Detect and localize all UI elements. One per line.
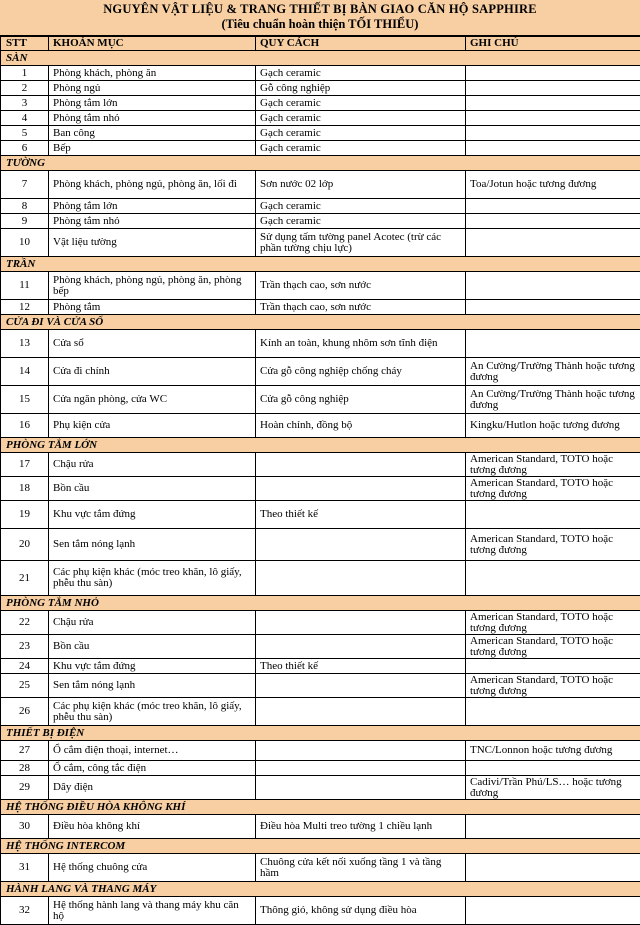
spec-cell: Kính an toàn, khung nhôm sơn tĩnh điện bbox=[256, 330, 466, 358]
note-cell bbox=[466, 501, 640, 529]
spec-cell bbox=[256, 741, 466, 761]
section-row bbox=[1, 596, 640, 611]
section-title: THIẾT BỊ ĐIỆN bbox=[1, 726, 640, 741]
note-cell bbox=[466, 698, 640, 726]
note-cell bbox=[466, 126, 640, 141]
section-title: HỆ THỐNG INTERCOM bbox=[1, 839, 640, 854]
stt-cell: 17 bbox=[1, 453, 49, 477]
table-row bbox=[1, 815, 640, 839]
item-cell: Sen tắm nóng lạnh bbox=[49, 529, 256, 561]
spec-cell bbox=[256, 698, 466, 726]
spec-cell bbox=[256, 674, 466, 698]
column-header-stt: STT bbox=[1, 37, 49, 51]
stt-cell: 20 bbox=[1, 529, 49, 561]
spec-cell: Sử dụng tấm tường panel Acotec (trừ các phần tường chịu lực) bbox=[256, 229, 466, 257]
section-row bbox=[1, 51, 640, 66]
stt-cell: 32 bbox=[1, 897, 49, 925]
spec-cell: Chuông cửa kết nối xuống tầng 1 và tầng hầm bbox=[256, 854, 466, 882]
table-row bbox=[1, 674, 640, 698]
table-row bbox=[1, 214, 640, 229]
spec-cell: Cửa gỗ công nghiệp chống cháy bbox=[256, 358, 466, 386]
stt-cell: 6 bbox=[1, 141, 49, 156]
note-cell: Cadivi/Trần Phú/LS… hoặc tương đương bbox=[466, 776, 640, 800]
note-cell bbox=[466, 815, 640, 839]
column-header-spec: QUY CÁCH bbox=[256, 37, 466, 51]
item-cell: Phòng tắm nhỏ bbox=[49, 214, 256, 229]
note-cell bbox=[466, 897, 640, 925]
spec-cell bbox=[256, 561, 466, 596]
note-cell bbox=[466, 199, 640, 214]
table-row bbox=[1, 529, 640, 561]
section-row bbox=[1, 726, 640, 741]
note-cell bbox=[466, 81, 640, 96]
note-cell: American Standard, TOTO hoặc tương đương bbox=[466, 529, 640, 561]
note-cell bbox=[466, 761, 640, 776]
item-cell: Phòng ngủ bbox=[49, 81, 256, 96]
stt-cell: 24 bbox=[1, 659, 49, 674]
item-cell: Ban công bbox=[49, 126, 256, 141]
spec-cell bbox=[256, 529, 466, 561]
item-cell: Ổ cắm điện thoại, internet… bbox=[49, 741, 256, 761]
spec-cell: Gạch ceramic bbox=[256, 126, 466, 141]
header-row bbox=[1, 37, 640, 51]
item-cell: Bồn cầu bbox=[49, 635, 256, 659]
item-cell: Cửa ngăn phòng, cửa WC bbox=[49, 386, 256, 414]
note-cell: An Cường/Trường Thành hoặc tương đương bbox=[466, 386, 640, 414]
note-cell: American Standard, TOTO hoặc tương đương bbox=[466, 453, 640, 477]
spec-cell: Gạch ceramic bbox=[256, 66, 466, 81]
table-row bbox=[1, 96, 640, 111]
stt-cell: 9 bbox=[1, 214, 49, 229]
table-row bbox=[1, 897, 640, 925]
spec-cell: Gạch ceramic bbox=[256, 199, 466, 214]
table-row bbox=[1, 300, 640, 315]
table-row bbox=[1, 414, 640, 438]
table-row bbox=[1, 776, 640, 800]
spec-cell: Theo thiết kế bbox=[256, 501, 466, 529]
spec-cell bbox=[256, 453, 466, 477]
stt-cell: 22 bbox=[1, 611, 49, 635]
materials-table bbox=[0, 36, 640, 925]
document-header bbox=[0, 0, 640, 36]
item-cell: Điều hòa không khí bbox=[49, 815, 256, 839]
table-row bbox=[1, 358, 640, 386]
column-header-note: GHI CHÚ bbox=[466, 37, 640, 51]
stt-cell: 10 bbox=[1, 229, 49, 257]
item-cell: Phòng tắm nhỏ bbox=[49, 111, 256, 126]
stt-cell: 15 bbox=[1, 386, 49, 414]
table-row bbox=[1, 66, 640, 81]
stt-cell: 21 bbox=[1, 561, 49, 596]
table-row bbox=[1, 453, 640, 477]
item-cell: Khu vực tắm đứng bbox=[49, 659, 256, 674]
section-row bbox=[1, 156, 640, 171]
note-cell bbox=[466, 272, 640, 300]
spec-cell bbox=[256, 611, 466, 635]
table-row bbox=[1, 561, 640, 596]
table-row bbox=[1, 272, 640, 300]
stt-cell: 11 bbox=[1, 272, 49, 300]
item-cell: Bồn cầu bbox=[49, 477, 256, 501]
stt-cell: 14 bbox=[1, 358, 49, 386]
stt-cell: 13 bbox=[1, 330, 49, 358]
table-row bbox=[1, 854, 640, 882]
stt-cell: 30 bbox=[1, 815, 49, 839]
spec-cell bbox=[256, 761, 466, 776]
item-cell: Bếp bbox=[49, 141, 256, 156]
item-cell: Hệ thống chuông cửa bbox=[49, 854, 256, 882]
table-row bbox=[1, 611, 640, 635]
spec-cell: Thông gió, không sử dụng điều hòa bbox=[256, 897, 466, 925]
table-row bbox=[1, 501, 640, 529]
table-row bbox=[1, 199, 640, 214]
section-row bbox=[1, 438, 640, 453]
item-cell: Cửa sổ bbox=[49, 330, 256, 358]
stt-cell: 5 bbox=[1, 126, 49, 141]
note-cell bbox=[466, 96, 640, 111]
note-cell: An Cường/Trường Thành hoặc tương đương bbox=[466, 358, 640, 386]
stt-cell: 4 bbox=[1, 111, 49, 126]
section-title: HÀNH LANG VÀ THANG MÁY bbox=[1, 882, 640, 897]
section-title: PHÒNG TẮM LỚN bbox=[1, 438, 640, 453]
section-row bbox=[1, 800, 640, 815]
spec-cell: Trần thạch cao, sơn nước bbox=[256, 272, 466, 300]
section-row bbox=[1, 315, 640, 330]
table-row bbox=[1, 698, 640, 726]
item-cell: Phòng tắm bbox=[49, 300, 256, 315]
spec-cell: Gạch ceramic bbox=[256, 141, 466, 156]
note-cell bbox=[466, 66, 640, 81]
spec-cell: Hoàn chỉnh, đồng bộ bbox=[256, 414, 466, 438]
note-cell bbox=[466, 330, 640, 358]
section-title: PHÒNG TẮM NHỎ bbox=[1, 596, 640, 611]
stt-cell: 18 bbox=[1, 477, 49, 501]
note-cell bbox=[466, 229, 640, 257]
note-cell: Kingku/Hutlon hoặc tương đương bbox=[466, 414, 640, 438]
stt-cell: 29 bbox=[1, 776, 49, 800]
item-cell: Chậu rửa bbox=[49, 611, 256, 635]
stt-cell: 19 bbox=[1, 501, 49, 529]
stt-cell: 2 bbox=[1, 81, 49, 96]
spec-cell: Theo thiết kế bbox=[256, 659, 466, 674]
spec-cell: Gỗ công nghiệp bbox=[256, 81, 466, 96]
stt-cell: 23 bbox=[1, 635, 49, 659]
item-cell: Khu vực tắm đứng bbox=[49, 501, 256, 529]
spec-cell: Trần thạch cao, sơn nước bbox=[256, 300, 466, 315]
note-cell bbox=[466, 141, 640, 156]
item-cell: Các phụ kiện khác (móc treo khăn, lô giấy, phễu thu sàn) bbox=[49, 561, 256, 596]
item-cell: Phòng khách, phòng ăn bbox=[49, 66, 256, 81]
item-cell: Dây điện bbox=[49, 776, 256, 800]
stt-cell: 1 bbox=[1, 66, 49, 81]
item-cell: Phòng khách, phòng ngủ, phòng ăn, lối đi bbox=[49, 171, 256, 199]
table-row bbox=[1, 81, 640, 96]
spec-cell: Gạch ceramic bbox=[256, 96, 466, 111]
table-row bbox=[1, 635, 640, 659]
spec-cell bbox=[256, 776, 466, 800]
item-cell: Phòng tắm lớn bbox=[49, 96, 256, 111]
table-row bbox=[1, 477, 640, 501]
note-cell: American Standard, TOTO hoặc tương đương bbox=[466, 635, 640, 659]
spec-cell: Điều hòa Multi treo tường 1 chiều lạnh bbox=[256, 815, 466, 839]
spec-cell: Gạch ceramic bbox=[256, 111, 466, 126]
stt-cell: 12 bbox=[1, 300, 49, 315]
note-cell bbox=[466, 111, 640, 126]
stt-cell: 28 bbox=[1, 761, 49, 776]
item-cell: Vật liệu tường bbox=[49, 229, 256, 257]
stt-cell: 16 bbox=[1, 414, 49, 438]
stt-cell: 25 bbox=[1, 674, 49, 698]
note-cell: TNC/Lonnon hoặc tương đương bbox=[466, 741, 640, 761]
section-row bbox=[1, 839, 640, 854]
note-cell bbox=[466, 300, 640, 315]
item-cell: Các phụ kiện khác (móc treo khăn, lô giấy, phễu thu sàn) bbox=[49, 698, 256, 726]
table-row bbox=[1, 659, 640, 674]
table-row bbox=[1, 741, 640, 761]
section-row bbox=[1, 257, 640, 272]
table-row bbox=[1, 171, 640, 199]
table-row bbox=[1, 761, 640, 776]
item-cell: Chậu rửa bbox=[49, 453, 256, 477]
document-subtitle: (Tiêu chuẩn hoàn thiện TỐI THIỂU) bbox=[0, 17, 640, 32]
section-row bbox=[1, 882, 640, 897]
spec-cell bbox=[256, 477, 466, 501]
table-row bbox=[1, 330, 640, 358]
table-row bbox=[1, 386, 640, 414]
table-row bbox=[1, 126, 640, 141]
item-cell: Phụ kiện cửa bbox=[49, 414, 256, 438]
item-cell: Hệ thống hành lang và thang máy khu căn hộ bbox=[49, 897, 256, 925]
spec-cell: Sơn nước 02 lớp bbox=[256, 171, 466, 199]
note-cell: American Standard, TOTO hoặc tương đương bbox=[466, 674, 640, 698]
spec-cell: Cửa gỗ công nghiệp bbox=[256, 386, 466, 414]
section-title: TRẦN bbox=[1, 257, 640, 272]
spec-cell: Gạch ceramic bbox=[256, 214, 466, 229]
section-title: CỬA ĐI VÀ CỬA SỔ bbox=[1, 315, 640, 330]
column-header-item: KHOẢN MỤC bbox=[49, 37, 256, 51]
item-cell: Sen tắm nóng lạnh bbox=[49, 674, 256, 698]
stt-cell: 26 bbox=[1, 698, 49, 726]
item-cell: Cửa đi chính bbox=[49, 358, 256, 386]
stt-cell: 27 bbox=[1, 741, 49, 761]
stt-cell: 3 bbox=[1, 96, 49, 111]
item-cell: Phòng khách, phòng ngủ, phòng ăn, phòng bếp bbox=[49, 272, 256, 300]
spec-cell bbox=[256, 635, 466, 659]
section-title: SÀN bbox=[1, 51, 640, 66]
note-cell: American Standard, TOTO hoặc tương đương bbox=[466, 611, 640, 635]
stt-cell: 8 bbox=[1, 199, 49, 214]
table-row bbox=[1, 111, 640, 126]
note-cell bbox=[466, 214, 640, 229]
section-title: TƯỜNG bbox=[1, 156, 640, 171]
table-body bbox=[1, 51, 640, 925]
table-row bbox=[1, 229, 640, 257]
section-title: HỆ THỐNG ĐIỀU HÒA KHÔNG KHÍ bbox=[1, 800, 640, 815]
note-cell: American Standard, TOTO hoặc tương đương bbox=[466, 477, 640, 501]
item-cell: Ổ cắm, công tắc điện bbox=[49, 761, 256, 776]
stt-cell: 31 bbox=[1, 854, 49, 882]
stt-cell: 7 bbox=[1, 171, 49, 199]
item-cell: Phòng tắm lớn bbox=[49, 199, 256, 214]
table-row bbox=[1, 141, 640, 156]
note-cell bbox=[466, 659, 640, 674]
note-cell: Toa/Jotun hoặc tương đương bbox=[466, 171, 640, 199]
document-title: NGUYÊN VẬT LIỆU & TRANG THIẾT BỊ BÀN GIAO CĂN HỘ SAPPHIRE bbox=[0, 0, 640, 17]
note-cell bbox=[466, 561, 640, 596]
note-cell bbox=[466, 854, 640, 882]
